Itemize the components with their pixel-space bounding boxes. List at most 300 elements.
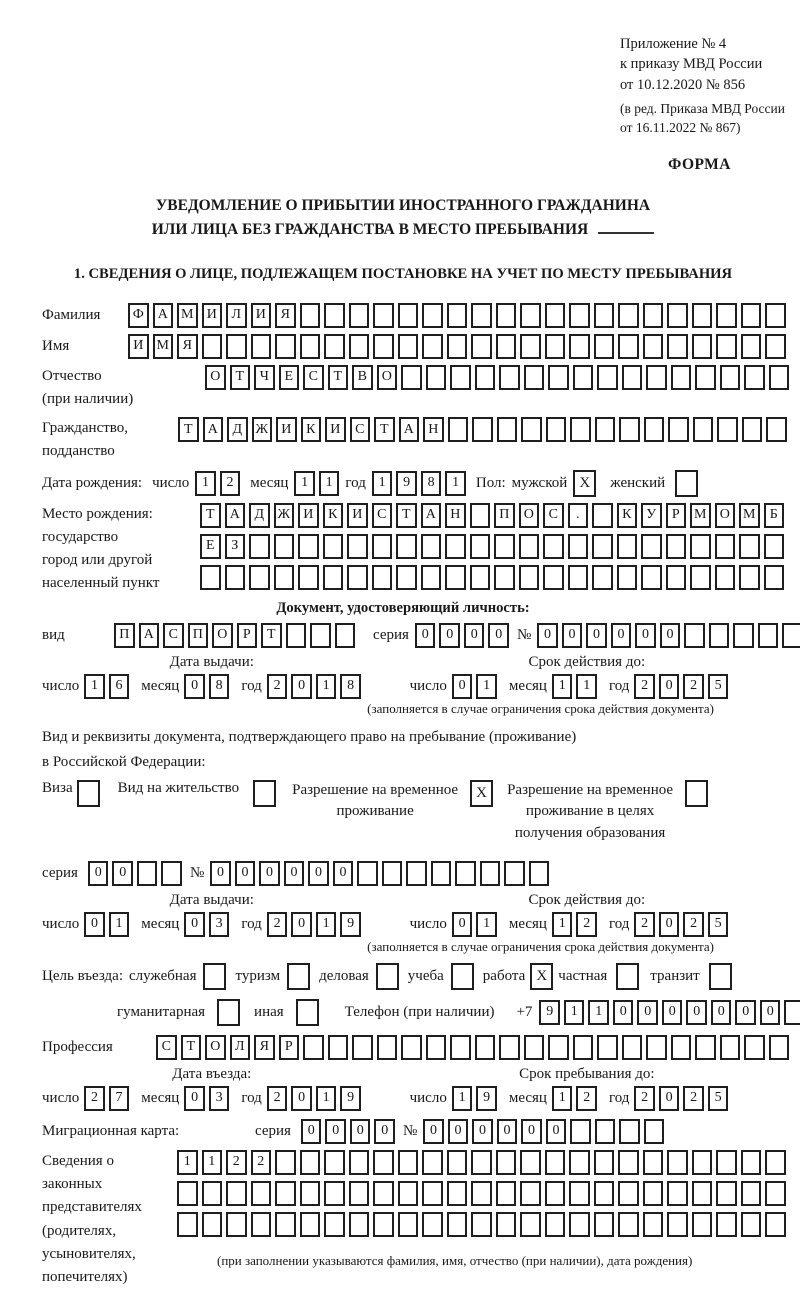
char-cell[interactable]	[406, 861, 427, 886]
char-cell[interactable]: П	[114, 623, 135, 648]
char-cell[interactable]	[202, 334, 223, 359]
char-cell[interactable]	[622, 1035, 643, 1060]
char-cell[interactable]: К	[617, 503, 638, 528]
char-cell[interactable]: К	[301, 417, 322, 442]
char-cell[interactable]	[784, 1000, 800, 1025]
char-cell[interactable]	[253, 780, 276, 807]
char-cell[interactable]	[548, 1035, 569, 1060]
char-cell[interactable]	[595, 1119, 616, 1144]
char-cell[interactable]: Б	[764, 503, 785, 528]
char-cell[interactable]: 0	[448, 1119, 469, 1144]
char-cell[interactable]	[690, 565, 711, 590]
char-cell[interactable]	[695, 365, 716, 390]
char-cell[interactable]: 7	[109, 1086, 130, 1111]
char-cell[interactable]	[450, 1035, 471, 1060]
char-cell[interactable]	[765, 1212, 786, 1237]
char-cell[interactable]: 2	[267, 1086, 288, 1111]
char-cell[interactable]	[741, 334, 762, 359]
char-cell[interactable]: Д	[227, 417, 248, 442]
char-cell[interactable]	[496, 1150, 517, 1175]
char-cell[interactable]: П	[494, 503, 515, 528]
char-cell[interactable]	[372, 565, 393, 590]
char-cell[interactable]: 1	[452, 1086, 473, 1111]
char-cell[interactable]	[251, 1212, 272, 1237]
char-cell[interactable]	[472, 417, 493, 442]
char-cell[interactable]: О	[377, 365, 398, 390]
char-cell[interactable]: А	[421, 503, 442, 528]
char-cell[interactable]: 1	[445, 471, 466, 496]
char-cell[interactable]	[545, 334, 566, 359]
char-cell[interactable]: 0	[291, 1086, 312, 1111]
char-cell[interactable]	[376, 963, 399, 990]
char-cell[interactable]: Я	[254, 1035, 275, 1060]
char-cell[interactable]	[519, 534, 540, 559]
char-cell[interactable]: Ж	[252, 417, 273, 442]
char-cell[interactable]: 0	[350, 1119, 371, 1144]
char-cell[interactable]: 1	[476, 674, 497, 699]
char-cell[interactable]	[646, 1035, 667, 1060]
char-cell[interactable]: 0	[301, 1119, 322, 1144]
char-cell[interactable]: 0	[184, 1086, 205, 1111]
char-cell[interactable]	[323, 534, 344, 559]
char-cell[interactable]: А	[225, 503, 246, 528]
char-cell[interactable]: 0	[660, 623, 681, 648]
char-cell[interactable]	[618, 1212, 639, 1237]
char-cell[interactable]: 0	[488, 623, 509, 648]
char-cell[interactable]	[643, 303, 664, 328]
char-cell[interactable]	[641, 565, 662, 590]
char-cell[interactable]: Н	[445, 503, 466, 528]
char-cell[interactable]	[300, 1181, 321, 1206]
char-cell[interactable]: 1	[316, 674, 337, 699]
char-cell[interactable]	[287, 963, 310, 990]
char-cell[interactable]: 2	[576, 912, 597, 937]
char-cell[interactable]: В	[352, 365, 373, 390]
char-cell[interactable]	[622, 365, 643, 390]
char-cell[interactable]	[646, 365, 667, 390]
char-cell[interactable]	[249, 534, 270, 559]
char-cell[interactable]	[619, 417, 640, 442]
char-cell[interactable]: 2	[683, 912, 704, 937]
char-cell[interactable]	[644, 1119, 665, 1144]
char-cell[interactable]	[595, 417, 616, 442]
char-cell[interactable]	[667, 334, 688, 359]
char-cell[interactable]	[421, 565, 442, 590]
char-cell[interactable]	[499, 365, 520, 390]
char-cell[interactable]	[324, 1150, 345, 1175]
char-cell[interactable]	[569, 1181, 590, 1206]
char-cell[interactable]	[352, 1035, 373, 1060]
char-cell[interactable]: Р	[666, 503, 687, 528]
char-cell[interactable]	[161, 861, 182, 886]
char-cell[interactable]: О	[715, 503, 736, 528]
char-cell[interactable]: 9	[539, 1000, 560, 1025]
char-cell[interactable]: И	[276, 417, 297, 442]
char-cell[interactable]: 3	[209, 1086, 230, 1111]
char-cell[interactable]	[570, 417, 591, 442]
char-cell[interactable]: 0	[439, 623, 460, 648]
char-cell[interactable]	[421, 534, 442, 559]
char-cell[interactable]: 1	[552, 674, 573, 699]
char-cell[interactable]: 1	[319, 471, 340, 496]
char-cell[interactable]: 0	[112, 861, 133, 886]
char-cell[interactable]	[300, 334, 321, 359]
char-cell[interactable]	[695, 1035, 716, 1060]
char-cell[interactable]: Ч	[254, 365, 275, 390]
char-cell[interactable]	[758, 623, 779, 648]
char-cell[interactable]	[422, 334, 443, 359]
char-cell[interactable]	[766, 417, 787, 442]
char-cell[interactable]	[373, 303, 394, 328]
char-cell[interactable]	[274, 534, 295, 559]
char-cell[interactable]	[782, 623, 800, 648]
char-cell[interactable]: 0	[613, 1000, 634, 1025]
char-cell[interactable]: 0	[464, 623, 485, 648]
char-cell[interactable]	[545, 1212, 566, 1237]
char-cell[interactable]	[594, 1150, 615, 1175]
char-cell[interactable]	[594, 1181, 615, 1206]
char-cell[interactable]	[644, 417, 665, 442]
char-cell[interactable]: И	[298, 503, 319, 528]
char-cell[interactable]: О	[519, 503, 540, 528]
char-cell[interactable]	[667, 303, 688, 328]
char-cell[interactable]	[568, 565, 589, 590]
char-cell[interactable]: П	[188, 623, 209, 648]
char-cell[interactable]: С	[156, 1035, 177, 1060]
char-cell[interactable]	[592, 534, 613, 559]
char-cell[interactable]	[494, 534, 515, 559]
char-cell[interactable]	[496, 1181, 517, 1206]
char-cell[interactable]	[396, 565, 417, 590]
char-cell[interactable]	[455, 861, 476, 886]
char-cell[interactable]	[447, 1212, 468, 1237]
char-cell[interactable]: 0	[637, 1000, 658, 1025]
char-cell[interactable]	[741, 1150, 762, 1175]
char-cell[interactable]	[300, 1212, 321, 1237]
char-cell[interactable]	[594, 334, 615, 359]
char-cell[interactable]	[520, 303, 541, 328]
char-cell[interactable]: Е	[279, 365, 300, 390]
char-cell[interactable]	[251, 1181, 272, 1206]
char-cell[interactable]: 8	[421, 471, 442, 496]
char-cell[interactable]	[217, 999, 240, 1026]
char-cell[interactable]: 1	[202, 1150, 223, 1175]
char-cell[interactable]: Д	[249, 503, 270, 528]
char-cell[interactable]: 0	[472, 1119, 493, 1144]
char-cell[interactable]: 5	[708, 674, 729, 699]
char-cell[interactable]: 6	[109, 674, 130, 699]
char-cell[interactable]	[496, 1212, 517, 1237]
char-cell[interactable]	[451, 963, 474, 990]
char-cell[interactable]	[744, 1035, 765, 1060]
char-cell[interactable]: 8	[209, 674, 230, 699]
char-cell[interactable]	[373, 1150, 394, 1175]
char-cell[interactable]	[524, 1035, 545, 1060]
char-cell[interactable]: 9	[476, 1086, 497, 1111]
char-cell[interactable]: 0	[184, 912, 205, 937]
char-cell[interactable]	[520, 1212, 541, 1237]
char-cell[interactable]: X	[470, 780, 493, 807]
char-cell[interactable]: Т	[230, 365, 251, 390]
char-cell[interactable]	[692, 1181, 713, 1206]
char-cell[interactable]	[422, 303, 443, 328]
char-cell[interactable]	[447, 1181, 468, 1206]
char-cell[interactable]: 0	[333, 861, 354, 886]
char-cell[interactable]	[520, 1150, 541, 1175]
char-cell[interactable]	[349, 1212, 370, 1237]
char-cell[interactable]: 9	[340, 1086, 361, 1111]
char-cell[interactable]: 1	[316, 912, 337, 937]
char-cell[interactable]	[286, 623, 307, 648]
char-cell[interactable]	[769, 1035, 790, 1060]
char-cell[interactable]: 1	[588, 1000, 609, 1025]
char-cell[interactable]	[398, 334, 419, 359]
char-cell[interactable]: З	[225, 534, 246, 559]
char-cell[interactable]: О	[205, 365, 226, 390]
char-cell[interactable]: 2	[267, 674, 288, 699]
char-cell[interactable]: 0	[659, 912, 680, 937]
char-cell[interactable]	[741, 1212, 762, 1237]
char-cell[interactable]	[618, 334, 639, 359]
char-cell[interactable]	[296, 999, 319, 1026]
char-cell[interactable]: 0	[88, 861, 109, 886]
char-cell[interactable]	[569, 334, 590, 359]
char-cell[interactable]	[471, 1212, 492, 1237]
char-cell[interactable]	[445, 565, 466, 590]
char-cell[interactable]: Т	[181, 1035, 202, 1060]
char-cell[interactable]	[225, 565, 246, 590]
char-cell[interactable]	[548, 365, 569, 390]
char-cell[interactable]	[298, 534, 319, 559]
char-cell[interactable]	[373, 334, 394, 359]
char-cell[interactable]	[475, 365, 496, 390]
char-cell[interactable]	[347, 534, 368, 559]
char-cell[interactable]: 1	[576, 674, 597, 699]
char-cell[interactable]	[422, 1150, 443, 1175]
char-cell[interactable]: 1	[177, 1150, 198, 1175]
char-cell[interactable]	[372, 534, 393, 559]
char-cell[interactable]: 0	[423, 1119, 444, 1144]
char-cell[interactable]: Т	[396, 503, 417, 528]
char-cell[interactable]: 0	[374, 1119, 395, 1144]
char-cell[interactable]: И	[202, 303, 223, 328]
char-cell[interactable]	[643, 1212, 664, 1237]
char-cell[interactable]: 9	[396, 471, 417, 496]
char-cell[interactable]	[618, 1181, 639, 1206]
char-cell[interactable]: 2	[226, 1150, 247, 1175]
char-cell[interactable]	[617, 565, 638, 590]
char-cell[interactable]: А	[203, 417, 224, 442]
char-cell[interactable]: М	[153, 334, 174, 359]
char-cell[interactable]	[298, 565, 319, 590]
char-cell[interactable]	[310, 623, 331, 648]
char-cell[interactable]: 0	[452, 912, 473, 937]
char-cell[interactable]	[324, 1181, 345, 1206]
char-cell[interactable]	[398, 303, 419, 328]
char-cell[interactable]	[597, 365, 618, 390]
char-cell[interactable]: 3	[209, 912, 230, 937]
char-cell[interactable]: Е	[200, 534, 221, 559]
char-cell[interactable]: Р	[237, 623, 258, 648]
char-cell[interactable]: 0	[521, 1119, 542, 1144]
char-cell[interactable]	[203, 963, 226, 990]
char-cell[interactable]: С	[303, 365, 324, 390]
char-cell[interactable]: 0	[537, 623, 558, 648]
char-cell[interactable]	[573, 365, 594, 390]
char-cell[interactable]: 0	[415, 623, 436, 648]
char-cell[interactable]	[448, 417, 469, 442]
char-cell[interactable]: X	[530, 963, 553, 990]
char-cell[interactable]	[426, 1035, 447, 1060]
char-cell[interactable]	[569, 1212, 590, 1237]
char-cell[interactable]	[739, 534, 760, 559]
char-cell[interactable]: Р	[279, 1035, 300, 1060]
char-cell[interactable]: Л	[230, 1035, 251, 1060]
char-cell[interactable]: 2	[634, 912, 655, 937]
char-cell[interactable]: .	[568, 503, 589, 528]
char-cell[interactable]: 2	[84, 1086, 105, 1111]
char-cell[interactable]: 2	[251, 1150, 272, 1175]
char-cell[interactable]	[716, 1212, 737, 1237]
char-cell[interactable]: 0	[210, 861, 231, 886]
char-cell[interactable]	[300, 1150, 321, 1175]
char-cell[interactable]	[733, 623, 754, 648]
char-cell[interactable]	[546, 417, 567, 442]
char-cell[interactable]: А	[399, 417, 420, 442]
char-cell[interactable]	[692, 303, 713, 328]
char-cell[interactable]	[377, 1035, 398, 1060]
char-cell[interactable]	[739, 565, 760, 590]
char-cell[interactable]	[666, 534, 687, 559]
char-cell[interactable]	[426, 365, 447, 390]
char-cell[interactable]	[450, 365, 471, 390]
char-cell[interactable]	[667, 1212, 688, 1237]
char-cell[interactable]	[545, 1181, 566, 1206]
char-cell[interactable]: 0	[284, 861, 305, 886]
char-cell[interactable]	[275, 1212, 296, 1237]
char-cell[interactable]: 2	[267, 912, 288, 937]
char-cell[interactable]	[275, 1181, 296, 1206]
char-cell[interactable]	[716, 1181, 737, 1206]
char-cell[interactable]	[373, 1181, 394, 1206]
char-cell[interactable]: 0	[308, 861, 329, 886]
char-cell[interactable]	[668, 417, 689, 442]
char-cell[interactable]: 0	[735, 1000, 756, 1025]
char-cell[interactable]	[494, 565, 515, 590]
char-cell[interactable]: 1	[195, 471, 216, 496]
char-cell[interactable]: С	[350, 417, 371, 442]
char-cell[interactable]: Т	[261, 623, 282, 648]
char-cell[interactable]	[226, 1181, 247, 1206]
char-cell[interactable]	[684, 623, 705, 648]
char-cell[interactable]: X	[573, 470, 596, 497]
char-cell[interactable]: 0	[184, 674, 205, 699]
char-cell[interactable]	[597, 1035, 618, 1060]
char-cell[interactable]	[357, 861, 378, 886]
char-cell[interactable]: 2	[683, 674, 704, 699]
char-cell[interactable]	[396, 534, 417, 559]
char-cell[interactable]: 2	[634, 674, 655, 699]
char-cell[interactable]: М	[739, 503, 760, 528]
char-cell[interactable]	[445, 534, 466, 559]
char-cell[interactable]	[431, 861, 452, 886]
char-cell[interactable]: 8	[340, 674, 361, 699]
char-cell[interactable]	[617, 534, 638, 559]
char-cell[interactable]: И	[128, 334, 149, 359]
char-cell[interactable]	[715, 534, 736, 559]
char-cell[interactable]: 1	[109, 912, 130, 937]
char-cell[interactable]: Л	[226, 303, 247, 328]
char-cell[interactable]: У	[641, 503, 662, 528]
char-cell[interactable]	[226, 334, 247, 359]
char-cell[interactable]	[324, 303, 345, 328]
char-cell[interactable]	[447, 334, 468, 359]
char-cell[interactable]	[741, 1181, 762, 1206]
char-cell[interactable]	[545, 1150, 566, 1175]
char-cell[interactable]	[666, 565, 687, 590]
char-cell[interactable]	[692, 334, 713, 359]
char-cell[interactable]	[398, 1181, 419, 1206]
char-cell[interactable]: 0	[546, 1119, 567, 1144]
char-cell[interactable]	[447, 303, 468, 328]
char-cell[interactable]	[349, 303, 370, 328]
char-cell[interactable]	[569, 1150, 590, 1175]
char-cell[interactable]	[422, 1212, 443, 1237]
char-cell[interactable]: Т	[374, 417, 395, 442]
char-cell[interactable]: 0	[686, 1000, 707, 1025]
char-cell[interactable]	[251, 334, 272, 359]
char-cell[interactable]	[300, 303, 321, 328]
char-cell[interactable]	[592, 565, 613, 590]
char-cell[interactable]	[275, 1150, 296, 1175]
char-cell[interactable]	[521, 417, 542, 442]
char-cell[interactable]	[496, 303, 517, 328]
char-cell[interactable]	[573, 1035, 594, 1060]
char-cell[interactable]	[328, 1035, 349, 1060]
char-cell[interactable]: Я	[177, 334, 198, 359]
char-cell[interactable]	[177, 1181, 198, 1206]
char-cell[interactable]: Я	[275, 303, 296, 328]
char-cell[interactable]: 0	[291, 912, 312, 937]
char-cell[interactable]	[720, 365, 741, 390]
char-cell[interactable]	[471, 1150, 492, 1175]
char-cell[interactable]: И	[325, 417, 346, 442]
char-cell[interactable]	[324, 1212, 345, 1237]
char-cell[interactable]: 0	[659, 1086, 680, 1111]
char-cell[interactable]: М	[690, 503, 711, 528]
char-cell[interactable]: Ф	[128, 303, 149, 328]
char-cell[interactable]	[720, 1035, 741, 1060]
char-cell[interactable]	[765, 1150, 786, 1175]
char-cell[interactable]	[137, 861, 158, 886]
char-cell[interactable]	[202, 1181, 223, 1206]
char-cell[interactable]: К	[323, 503, 344, 528]
char-cell[interactable]: О	[205, 1035, 226, 1060]
char-cell[interactable]: 0	[259, 861, 280, 886]
char-cell[interactable]: 5	[708, 1086, 729, 1111]
char-cell[interactable]	[249, 565, 270, 590]
char-cell[interactable]: 1	[476, 912, 497, 937]
char-cell[interactable]	[200, 565, 221, 590]
char-cell[interactable]	[349, 1181, 370, 1206]
char-cell[interactable]: 2	[634, 1086, 655, 1111]
char-cell[interactable]	[226, 1212, 247, 1237]
char-cell[interactable]: 0	[711, 1000, 732, 1025]
char-cell[interactable]	[741, 303, 762, 328]
char-cell[interactable]	[335, 623, 356, 648]
char-cell[interactable]	[471, 1181, 492, 1206]
char-cell[interactable]	[447, 1150, 468, 1175]
